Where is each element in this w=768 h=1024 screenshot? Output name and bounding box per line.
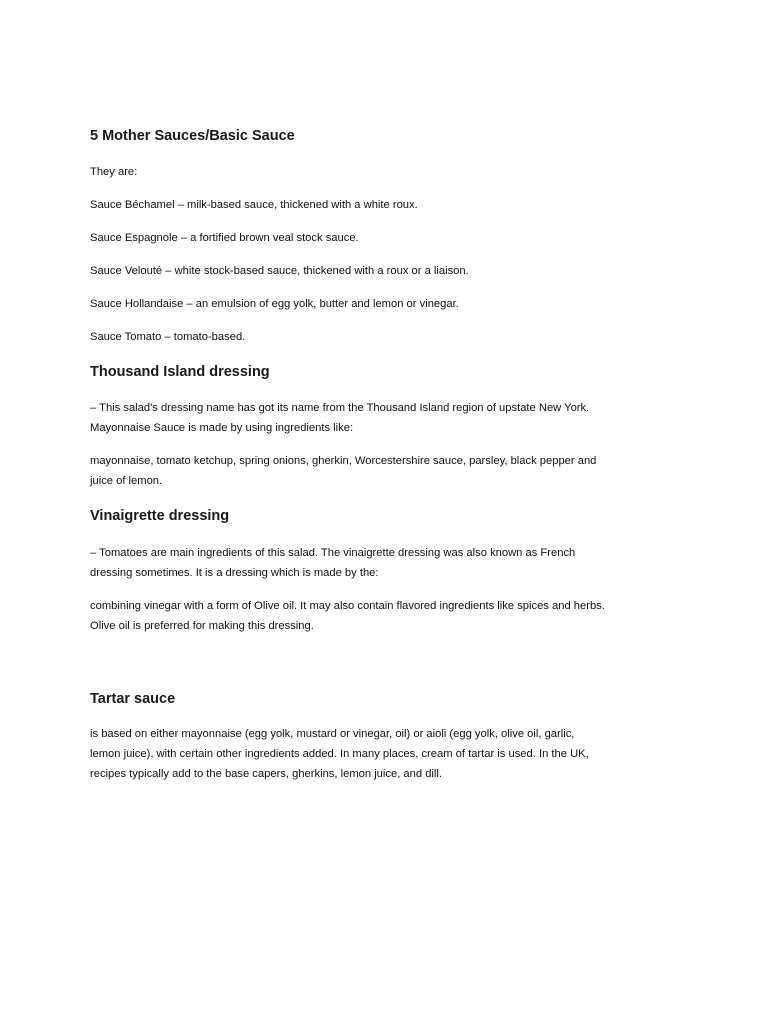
section-heading-thousand-island: Thousand Island dressing: [90, 364, 270, 380]
section-heading-tartar-sauce: Tartar sauce: [90, 691, 176, 707]
thousand-island-paragraph-1: [90, 398, 589, 438]
thousand-island-paragraph-2: [90, 451, 596, 491]
paragraph-line: juice of lemon.: [90, 475, 163, 487]
section-heading-mother-sauces: 5 Mother Sauces/Basic Sauce: [90, 128, 295, 144]
paragraph-line: Mayonnaise Sauce is made by using ingredients like:: [90, 422, 354, 434]
paragraph-line: – This salad's dressing name has got its name from the Thousand Island region of upstate New York.: [90, 402, 590, 414]
section-heading-vinaigrette: Vinaigrette dressing: [90, 508, 230, 524]
vinaigrette-paragraph-1: [90, 543, 575, 583]
paragraph-line: – Tomatoes are main ingredients of this salad. The vinaigrette dressing was also known as French: [90, 547, 576, 559]
sauce-item-bechamel: Sauce Béchamel – milk-based sauce, thickened with a white roux.: [90, 199, 418, 211]
paragraph-line: combining vinegar with a form of Olive oil. It may also contain flavored ingredients like spices and herbs.: [90, 600, 605, 612]
paragraph-line: recipes typically add to the base capers, gherkins, lemon juice, and dill.: [90, 768, 442, 780]
paragraph-line: lemon juice), with certain other ingredients added. In many places, cream of tartar is used. In the UK,: [90, 748, 589, 760]
tartar-sauce-paragraph: [90, 724, 589, 784]
sauce-item-hollandaise: Sauce Hollandaise – an emulsion of egg yolk, butter and lemon or vinegar.: [90, 298, 459, 310]
sauce-item-veloute: Sauce Velouté – white stock-based sauce, thickened with a roux or a liaison.: [90, 265, 469, 277]
sauce-item-espagnole: Sauce Espagnole – a fortified brown veal stock sauce.: [90, 232, 359, 244]
paragraph-line: mayonnaise, tomato ketchup, spring onions, gherkin, Worcestershire sauce, parsley, black pepper and: [90, 455, 597, 467]
section-intro: They are:: [90, 166, 138, 178]
paragraph-line: is based on either mayonnaise (egg yolk, mustard or vinegar, oil) or aioli (egg yolk, olive oil, garlic,: [90, 728, 575, 740]
paragraph-line: Olive oil is preferred for making this dressing.: [90, 620, 314, 632]
paragraph-line: dressing sometimes. It is a dressing which is made by the:: [90, 567, 379, 579]
vinaigrette-paragraph-2: [90, 596, 605, 636]
sauce-item-tomato: Sauce Tomato – tomato-based.: [90, 331, 246, 343]
